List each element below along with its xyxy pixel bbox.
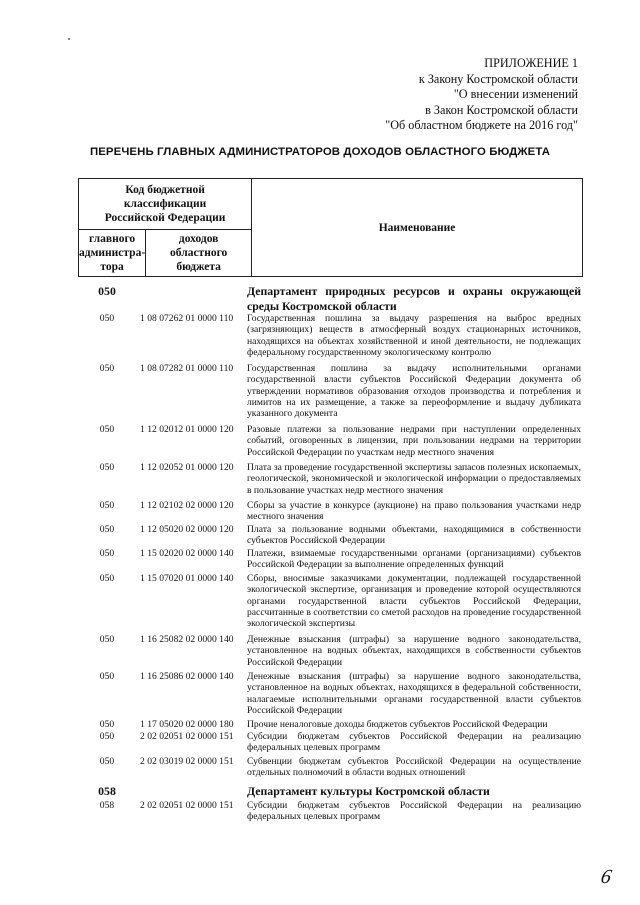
admin-code: 058 (98, 784, 116, 798)
department-name: Департамент природных ресурсов и охраны окружающей среды Костромской области (247, 284, 581, 313)
revenue-name: Плата за проведение государственной экспертизы запасов полезных ископаемых, геологической, экономической и экологической информации о предоставляемых в пользование участках недр местного значения (247, 462, 581, 496)
revenue-code: 2 02 02051 02 0000 151 (140, 731, 234, 742)
admin-code: 050 (99, 731, 115, 742)
revenue-code: 1 12 02102 02 0000 120 (140, 500, 234, 511)
revenue-name: Плата за пользование водными объектами, находящимися в собственности субъектов Российской Федерации (247, 524, 581, 547)
revenue-name: Сборы за участие в конкурсе (аукционе) на право пользования участками недр местного значения (247, 500, 581, 523)
header-line: доходов (178, 233, 219, 245)
header-line: бюджета (176, 261, 221, 273)
header-line: главного (89, 233, 136, 245)
appendix-line: к Закону Костромской области (418, 71, 578, 86)
revenue-name: Государственная пошлина за выдачу исполнительными органами государственной власти субъектов Российской Федерации документа об утверждении нормативов образования отходов производства и потребления и лимитов на их размещение, а также за переоформление и выдачу дубликата указанного документа (247, 363, 581, 420)
revenue-name: Платежи, взимаемые государственными органами (организациями) субъектов Российской Федерации за выполнение определенных функций (247, 548, 581, 571)
header-line: Российской Федерации (104, 212, 226, 224)
admin-code: 058 (99, 800, 115, 811)
admin-code: 050 (99, 424, 115, 435)
admin-code: 050 (99, 756, 115, 767)
revenue-code: 1 16 25082 02 0000 140 (140, 634, 234, 645)
department-name: Департамент культуры Костромской области (247, 784, 490, 798)
header-name-column: Наименование (252, 179, 583, 277)
revenue-code: 1 12 02012 01 0000 120 (140, 424, 234, 435)
revenue-code: 1 15 02020 02 0000 140 (140, 548, 234, 559)
appendix-line: "О внесении изменений (453, 87, 578, 101)
admin-code: 050 (99, 573, 115, 584)
revenue-name: Сборы, вносимые заказчиками документации, подлежащей государственной экологической экспертизе, организация и проведение которой осуществляются органами государственной власти субъектов Российской Федерации, рассчитанные в соответствии со сметой расходов на проведение государственной экологической экспертизы (247, 573, 581, 630)
table-header (78, 178, 583, 277)
appendix-line: в Закон Костромской области (425, 102, 578, 117)
admin-code: 050 (99, 671, 115, 682)
header-admin-column (79, 230, 146, 277)
page-number: 6 (598, 866, 614, 888)
revenue-code: 2 02 02051 02 0000 151 (140, 800, 234, 811)
revenue-code: 1 12 05020 02 0000 120 (140, 524, 234, 535)
admin-code: 050 (99, 462, 115, 473)
revenue-code: 1 08 07262 01 0000 110 (140, 313, 234, 324)
document-title: ПЕРЕЧЕНЬ ГЛАВНЫХ АДМИНИСТРАТОРОВ ДОХОДОВ ОБЛАСТНОГО БЮДЖЕТА (89, 146, 551, 158)
admin-code: 050 (99, 548, 115, 559)
admin-code: 050 (98, 284, 116, 298)
appendix-line: "Об областном бюджете на 2016 год" (385, 118, 578, 132)
revenue-name: Денежные взыскания (штрафы) за нарушение водного законодательства, установленное на водных объектах, находящихся в федеральной собственности, налагаемые исполнительными органами государственной власти субъектов Российской Федерации (247, 671, 581, 716)
header-code-group (79, 179, 252, 230)
appendix-header (385, 56, 578, 134)
header-line: тора (100, 261, 124, 273)
revenue-code: 1 16 25086 02 0000 140 (140, 671, 234, 682)
revenue-code: 1 15 07020 01 0000 140 (140, 573, 234, 584)
scan-artifact (68, 38, 70, 40)
admin-code: 050 (99, 634, 115, 645)
revenue-code: 1 08 07282 01 0000 110 (140, 363, 234, 374)
header-line: Код бюджетной (125, 184, 205, 196)
admin-code: 050 (99, 313, 115, 324)
revenue-code: 1 12 02052 01 0000 120 (140, 462, 234, 473)
revenue-name: Денежные взыскания (штрафы) за нарушение водного законодательства, установленное на водных объектах, находящихся в собственности субъектов Российской Федерации (247, 634, 581, 668)
admin-code: 050 (99, 500, 115, 511)
revenue-code: 1 17 05020 02 0000 180 (140, 719, 234, 730)
header-line: администра- (79, 247, 146, 259)
revenue-name: Государственная пошлина за выдачу разрешения на выброс вредных (загрязняющих) веществ в атмосферный воздух стационарных источников, находящихся на объектах хозяйственной и иной деятельности, не подлежащих федеральному государственному экологическому контролю (247, 313, 581, 358)
admin-code: 050 (99, 363, 115, 374)
revenue-name: Разовые платежи за пользование недрами при наступлении определенных событий, оговоренных в лицензии, при пользовании недрами на территории Российской Федерации по участкам недр местного значения (247, 424, 581, 458)
header-line: классификации (123, 198, 207, 210)
revenue-name: Субсидии бюджетам субъектов Российской Федерации на реализацию федеральных целевых программ (247, 731, 581, 754)
header-line: областного (170, 247, 228, 259)
revenue-name: Субвенции бюджетам субъектов Российской Федерации на осуществление отдельных полномочий в области водных отношений (247, 756, 581, 779)
revenue-code: 2 02 03019 02 0000 151 (140, 756, 234, 767)
revenue-name: Прочие неналоговые доходы бюджетов субъектов Российской Федерации (247, 719, 548, 730)
revenue-name: Субсидии бюджетам субъектов Российской Федерации на реализацию федеральных целевых программ (247, 800, 581, 823)
admin-code: 050 (99, 719, 115, 730)
appendix-line: ПРИЛОЖЕНИЕ 1 (484, 56, 578, 70)
header-code-column (146, 230, 252, 277)
admin-code: 050 (99, 524, 115, 535)
